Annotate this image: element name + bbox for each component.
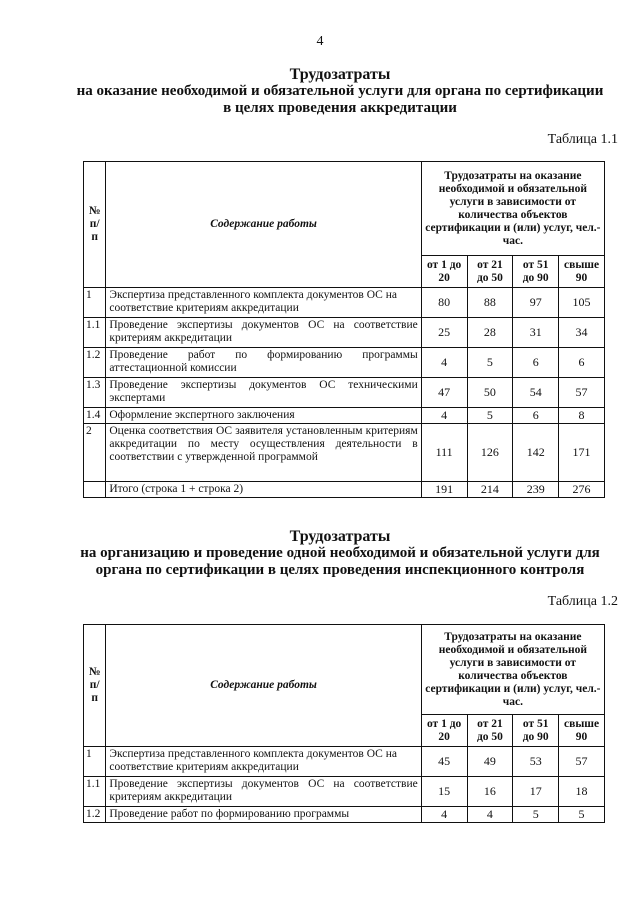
row-value: 5 [467, 408, 513, 424]
row-text: Оценка соответствия ОС заявителя установленным критериям аккредитации по месту осуществления деятельности в соответствии с утвержденной программой [106, 424, 421, 482]
row-value: 5 [559, 807, 605, 823]
table-row [84, 318, 605, 348]
row-num: 1 [84, 747, 106, 777]
page-number: 4 [316, 34, 324, 49]
section1-title [40, 66, 640, 117]
row-num: 1.3 [84, 378, 106, 408]
row-value: 126 [467, 424, 513, 482]
row-num: 1.2 [84, 807, 106, 823]
row-value: 191 [421, 482, 467, 498]
row-value: 17 [513, 777, 559, 807]
row-value: 28 [467, 318, 513, 348]
header-range: от 1 до 20 [421, 715, 467, 747]
row-value: 142 [513, 424, 559, 482]
header-content: Содержание работы [106, 625, 421, 747]
table-row [84, 807, 605, 823]
row-value: 31 [513, 318, 559, 348]
row-value: 6 [559, 348, 605, 378]
row-value: 239 [513, 482, 559, 498]
header-content: Содержание работы [106, 162, 421, 288]
row-value: 80 [421, 288, 467, 318]
header-range: свыше 90 [559, 715, 605, 747]
row-value: 8 [559, 408, 605, 424]
section1-table [83, 161, 605, 498]
row-value: 25 [421, 318, 467, 348]
header-group: Трудозатраты на оказание необходимой и обязательной услуги в зависимости от количества объектов сертификации и (или) услуг, чел.- час. [421, 162, 604, 256]
row-value: 105 [559, 288, 605, 318]
row-text: Итого (строка 1 + строка 2) [106, 482, 421, 498]
row-value: 57 [559, 747, 605, 777]
row-num: 1.2 [84, 348, 106, 378]
row-text: Проведение экспертизы документов ОС техническими экспертами [106, 378, 421, 408]
row-value: 4 [467, 807, 513, 823]
row-value: 18 [559, 777, 605, 807]
row-text: Экспертиза представленного комплекта документов ОС на соответствие критериям аккредитации [106, 288, 421, 318]
section1-table-label: Таблица 1.1 [547, 132, 618, 147]
row-value: 15 [421, 777, 467, 807]
section2-title [40, 528, 640, 579]
row-num: 1.1 [84, 777, 106, 807]
section2-table-label: Таблица 1.2 [547, 594, 618, 609]
section2-title-line2: на организацию и проведение одной необходимой и обязательной услуги для [80, 545, 600, 561]
row-text: Проведение экспертизы документов ОС на соответствие критериям аккредитации [106, 318, 421, 348]
row-value: 34 [559, 318, 605, 348]
section1-title-line2: на оказание необходимой и обязательной услуги для органа по сертификации [76, 83, 604, 99]
header-range: от 21 до 50 [467, 256, 513, 288]
section1-title-line3: в целях проведения аккредитации [223, 100, 457, 116]
table-row [84, 408, 605, 424]
row-value: 111 [421, 424, 467, 482]
row-value: 4 [421, 408, 467, 424]
row-value: 88 [467, 288, 513, 318]
row-value: 5 [513, 807, 559, 823]
row-value: 214 [467, 482, 513, 498]
row-value: 5 [467, 348, 513, 378]
row-value: 276 [559, 482, 605, 498]
row-value: 4 [421, 348, 467, 378]
row-value: 54 [513, 378, 559, 408]
section1-title-line1: Трудозатраты [289, 66, 391, 83]
table-row [84, 777, 605, 807]
row-value: 49 [467, 747, 513, 777]
header-range: свыше 90 [559, 256, 605, 288]
header-range: от 51 до 90 [513, 715, 559, 747]
table-row [84, 482, 605, 498]
row-value: 50 [467, 378, 513, 408]
row-value: 6 [513, 408, 559, 424]
header-group: Трудозатраты на оказание необходимой и обязательной услуги в зависимости от количества объектов сертификации и (или) услуг, чел.- час. [421, 625, 604, 715]
header-num: № п/п [84, 625, 106, 747]
header-range: от 21 до 50 [467, 715, 513, 747]
section2-table [83, 624, 605, 823]
table-row [84, 424, 605, 482]
table-row [84, 378, 605, 408]
row-value: 97 [513, 288, 559, 318]
row-text: Экспертиза представленного комплекта документов ОС на соответствие критериям аккредитации [106, 747, 421, 777]
table-row [84, 288, 605, 318]
row-num: 1.4 [84, 408, 106, 424]
section2-title-line3: органа по сертификации в целях проведения инспекционного контроля [95, 562, 585, 578]
row-value: 6 [513, 348, 559, 378]
row-text: Проведение работ по формированию программы [106, 807, 421, 823]
row-value: 16 [467, 777, 513, 807]
section2-title-line1: Трудозатраты [289, 528, 391, 545]
row-num: 1.1 [84, 318, 106, 348]
table-row [84, 747, 605, 777]
header-range: от 1 до 20 [421, 256, 467, 288]
table-row [84, 348, 605, 378]
row-value: 57 [559, 378, 605, 408]
row-value: 45 [421, 747, 467, 777]
row-text: Проведение работ по формированию программы аттестационной комиссии [106, 348, 421, 378]
row-num [84, 482, 106, 498]
row-value: 4 [421, 807, 467, 823]
header-range: от 51 до 90 [513, 256, 559, 288]
row-text: Проведение экспертизы документов ОС на соответствие критериям аккредитации [106, 777, 421, 807]
row-value: 47 [421, 378, 467, 408]
row-value: 171 [559, 424, 605, 482]
row-value: 53 [513, 747, 559, 777]
row-num: 1 [84, 288, 106, 318]
row-num: 2 [84, 424, 106, 482]
header-num: № п/п [84, 162, 106, 288]
row-text: Оформление экспертного заключения [106, 408, 421, 424]
